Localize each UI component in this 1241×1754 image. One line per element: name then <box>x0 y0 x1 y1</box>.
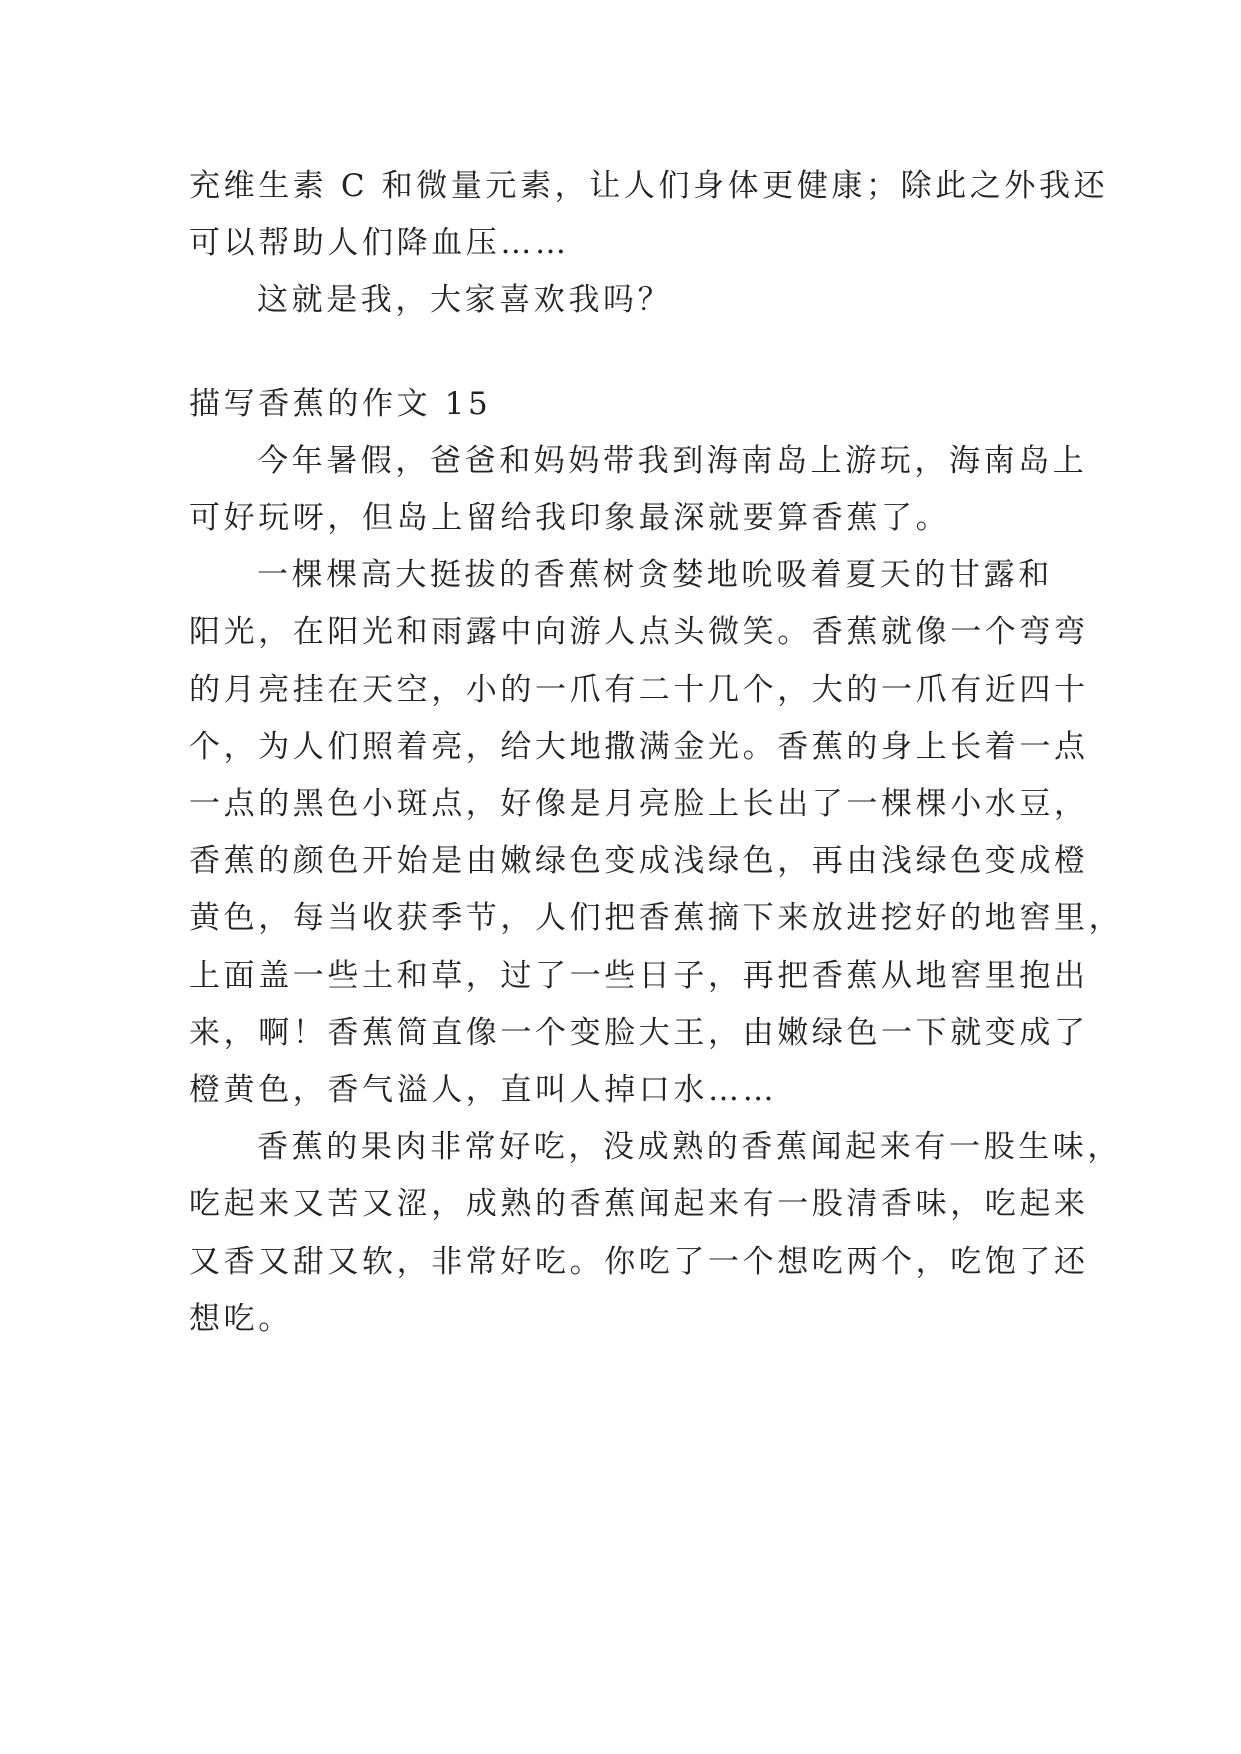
text-line: 吃起来又苦又涩，成熟的香蕉闻起来有一股清香味，吃起来 <box>189 1186 1089 1223</box>
text-line: 香蕉的颜色开始是由嫩绿色变成浅绿色，再由浅绿色变成橙 <box>189 843 1089 880</box>
text-line: 黄色，每当收获季节，人们把香蕉摘下来放进挖好的地窖里， <box>189 900 1124 937</box>
text-line: 上面盖一些土和草，过了一些日子，再把香蕉从地窖里抱出 <box>189 957 1089 994</box>
text-line: 橙黄色，香气溢人，直叫人掉口水…… <box>189 1072 778 1109</box>
text-line: 可好玩呀，但岛上留给我印象最深就要算香蕉了。 <box>189 500 951 537</box>
text-line: 一棵棵高大挺拔的香蕉树贪婪地吮吸着夏天的甘露和 <box>257 557 1053 594</box>
text-line: 个，为人们照着亮，给大地撒满金光。香蕉的身上长着一点 <box>189 728 1089 765</box>
text-line: 阳光，在阳光和雨露中向游人点头微笑。香蕉就像一个弯弯 <box>189 614 1089 651</box>
text-line: 这就是我，大家喜欢我吗？ <box>257 282 673 319</box>
text-line: 今年暑假，爸爸和妈妈带我到海南岛上游玩，海南岛上 <box>257 442 1088 479</box>
text-line: 想吃。 <box>189 1300 293 1337</box>
text-line: 的月亮挂在天空，小的一爪有二十几个，大的一爪有近四十 <box>189 671 1089 708</box>
text-line: 香蕉的果肉非常好吃，没成熟的香蕉闻起来有一股生味， <box>257 1129 1122 1166</box>
essay-heading: 描写香蕉的作文 15 <box>189 385 492 422</box>
text-line: 一点的黑色小斑点，好像是月亮脸上长出了一棵棵小水豆， <box>189 786 1089 823</box>
text-line: 充维生素 C 和微量元素，让人们身体更健康；除此之外我还 <box>189 168 1109 204</box>
text-line: 来，啊！香蕉简直像一个变脸大王，由嫩绿色一下就变成了 <box>189 1014 1089 1051</box>
text-line: 又香又甜又软，非常好吃。你吃了一个想吃两个，吃饱了还 <box>189 1243 1089 1280</box>
text-line: 可以帮助人们降血压…… <box>189 225 570 262</box>
document-body <box>189 158 1124 1348</box>
